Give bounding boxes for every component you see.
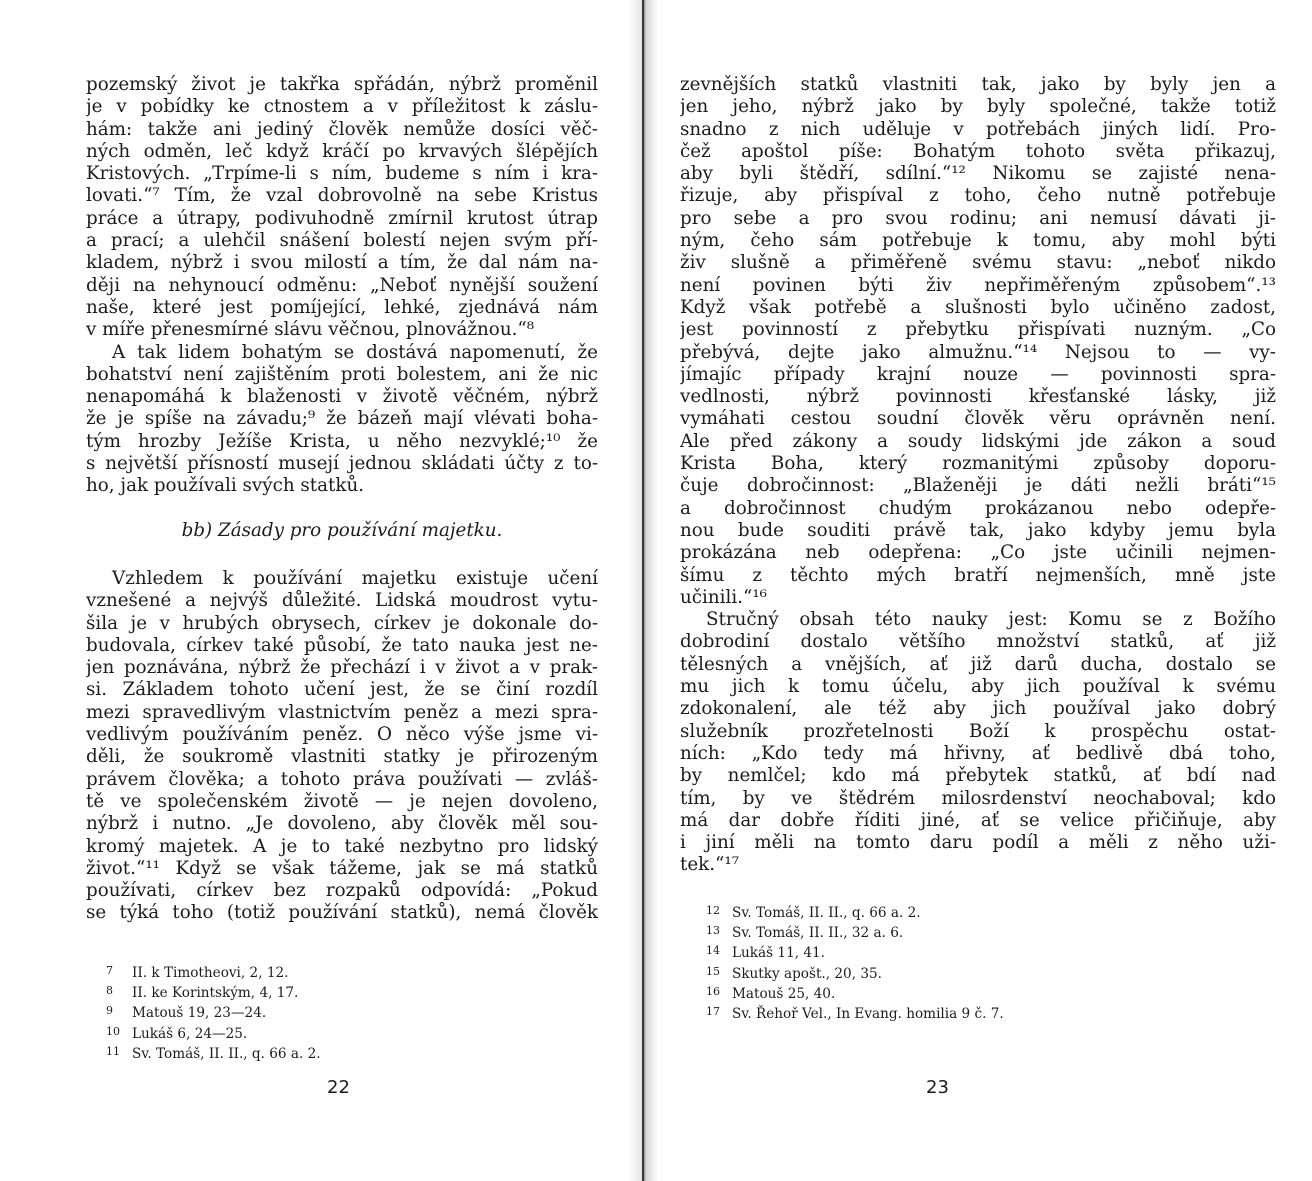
page-number-left: 22: [327, 1077, 350, 1098]
footnote-number: 15: [706, 964, 720, 978]
text-line: ným, čeho sám potřebuje k tomu, aby mohl býti: [680, 230, 1276, 252]
text-line: pozemský život je takřka spřádán, nýbrž proměnil: [86, 74, 598, 95]
footnote-text: Lukáš 11, 41.: [732, 945, 825, 962]
text-line: život.“¹¹ Když se však tážeme, jak se má statků: [86, 857, 598, 879]
text-line: zdokonalení, ale též aby jich používal jako dobrý: [680, 698, 1276, 720]
text-line: a prací; a ulehčil snášení bolestí nejen svým pří-: [86, 230, 598, 252]
text-line: bohatství není zajištěním proti bolestem, ani že nic: [86, 363, 598, 385]
footnote: [706, 942, 1004, 962]
text-line: ních: „Kdo tedy má hřivny, ať bedlivě dbá toho,: [680, 742, 1276, 764]
text-line: tek.“¹⁷: [680, 854, 740, 876]
text-line: řizuje, aby přispíval z toho, čeho nutně potřebuje: [680, 185, 1276, 207]
text-line: hám: takže ani jediný člověk nemůže dosíci věč-: [86, 118, 598, 140]
left-paragraphs: [86, 74, 598, 498]
text-line: kladem, nýbrž i svou milostí a tím, že dal nám na-: [86, 252, 598, 274]
footnote-number: 16: [706, 984, 720, 998]
footnote: [106, 982, 321, 1002]
text-line: dobrodiní dostalo většího množství statků, ať již: [680, 631, 1276, 653]
text-line: služebník prozřetelnosti Boží k prospěchu ostat-: [680, 720, 1276, 742]
text-line: jen jeho, nýbrž jako by byly společné, takže totiž: [680, 96, 1276, 118]
text-line: tím, by ve štědrém milosrdenství neochaboval; kdo: [680, 787, 1276, 809]
text-line: Krista Boha, který rozmanitými způsoby doporu-: [680, 453, 1276, 475]
text-line: a dobročinnost chudým prokázanou nebo odepře-: [680, 497, 1276, 519]
text-line: A tak lidem bohatým se dostává napomenutí, že: [112, 341, 598, 363]
footnote: [106, 962, 321, 982]
text-line: i jiní měli na tomto daru podíl a měli z něho uži-: [680, 832, 1276, 854]
text-line: si. Základem tohoto učení jest, že se činí rozdíl: [86, 679, 598, 701]
text-line: má dar dobře říditi jiné, ať se velice přičiňuje, aby: [680, 809, 1276, 831]
text-line: budovala, církev také působí, že tato nauka jest ne-: [86, 634, 598, 656]
text-line: Vzhledem k používání majetku existuje učení: [112, 567, 598, 589]
footnote: [106, 1002, 321, 1022]
footnote-number: 7: [106, 964, 113, 977]
text-line: tělesných a vnějších, ať již darů ducha, dostalo se: [680, 653, 1276, 675]
text-line: je v pobídky ke ctnostem a v příležitost k záslu-: [86, 96, 598, 118]
text-line: ných odměn, leč když kráčí po krvavých šlépějích: [86, 140, 598, 162]
footnote-text: Matouš 25, 40.: [732, 985, 836, 1002]
footnote: [706, 1003, 1004, 1023]
text-line: vymáhati cestou soudní člověk věru oprávněn není.: [680, 408, 1276, 430]
text-line: s největší přísností musejí jednou skládati účty z to-: [86, 453, 598, 475]
page-number-right: 23: [926, 1077, 949, 1098]
text-line: šila je v hrubých obrysech, církev je dokonale do-: [86, 612, 598, 634]
left-footnotes: [106, 962, 321, 1063]
gutter-shadow: [642, 0, 644, 1181]
right-page-body: [680, 74, 1276, 877]
text-line: prokázána neb odepřena: „Co jste učinili nejmen-: [680, 542, 1276, 564]
text-line: právem člověka; a tohoto práva používati — zvláš-: [86, 768, 598, 790]
text-line: tě ve společenském životě — je nejen dovoleno,: [86, 790, 598, 812]
text-line: čež apoštol píše: Bohatým tohoto světa přikazuj,: [680, 140, 1276, 162]
text-line: vznešené a nejvýš důležité. Lidská moudrost vytu-: [86, 590, 598, 612]
footnote-number: 12: [706, 904, 720, 917]
text-line: se týká toho (totiž používání statků), nemá člověk: [86, 902, 598, 924]
footnote-number: 13: [706, 924, 720, 938]
text-line: jest povinností z přebytku přispívati nuzným. „Co: [680, 319, 1276, 341]
footnote-text: II. ke Korintským, 4, 17.: [132, 985, 299, 1002]
footnote-text: Sv. Tomáš, II. II., 32 a. 6.: [732, 925, 904, 942]
footnote-number: 9: [106, 1004, 113, 1018]
footnote-number: 17: [706, 1005, 720, 1019]
text-line: Když však potřebě a slušnosti bylo učiněno zadost,: [680, 296, 1276, 318]
text-line: že je spíše na závadu;⁹ že bázeň mají vlévati boha-: [86, 408, 598, 430]
text-line: šímu z těchto mých bratří nejmenších, mně jste: [680, 564, 1276, 586]
text-line: nýbrž i nutno. „Je dovoleno, aby člověk měl sou-: [86, 813, 598, 835]
text-line: nenapomáhá k blaženosti v životě věčném, nýbrž: [86, 386, 598, 408]
footnote-text: Lukáš 6, 24—25.: [132, 1025, 248, 1042]
text-line: čuje dobročinnost: „Blaženěji je dáti nežli bráti“¹⁵: [680, 475, 1276, 497]
text-line: vedlnosti, nýbrž povinnosti křesťanské lásky, již: [680, 386, 1276, 408]
text-line: živ slušně a přiměřeně svému stavu: „neboť nikdo: [680, 252, 1276, 274]
text-line: děli, že soukromě vlastniti statky je přirozeným: [86, 746, 598, 768]
text-line: přebývá, dejte jako almužnu.“¹⁴ Nejsou to — vy-: [680, 341, 1276, 363]
text-line: Ale před zákony a soudy lidskými jde zákon a soud: [680, 430, 1276, 452]
footnote: [706, 983, 1004, 1003]
text-line: jen poznávána, nýbrž že přechází i v život a v prak-: [86, 657, 598, 679]
text-line: v míře přenesmírné slávu věčnou, plnovážnou.“⁸: [86, 319, 535, 341]
text-line: učinili.“¹⁶: [680, 586, 767, 608]
text-line: tým hrozby Ježíše Krista, u něho nezvyklé;¹⁰ že: [86, 430, 598, 452]
text-line: lovati.“⁷ Tím, že vzal dobrovolně na sebe Kristus: [86, 185, 598, 207]
right-page: [656, 0, 1312, 1181]
text-line: zevnějších statků vlastniti tak, jako by byly jen a: [680, 74, 1276, 95]
footnote: [106, 1043, 321, 1063]
text-line: mu jich k tomu účelu, aby jich používal k svému: [680, 676, 1276, 698]
right-paragraphs: [680, 74, 1276, 877]
text-line: mezi spravedlivým vlastnictvím peněz a mezi spra-: [86, 701, 598, 723]
text-line: Stručný obsah této nauky jest: Komu se z Božího: [706, 609, 1276, 631]
footnote-text: II. k Timotheovi, 2, 12.: [132, 965, 289, 981]
footnote: [706, 922, 1004, 942]
footnote-number: 8: [106, 984, 113, 998]
text-line: naše, které jest pomíjející, lehké, zjednává nám: [86, 296, 598, 318]
text-line: vedlivým používáním peněz. O něco výše jsme vi-: [86, 724, 598, 746]
text-line: práce a útrapy, podivuhodně zmírnil krutost útrap: [86, 207, 598, 229]
footnote-text: Sv. Řehoř Vel., In Evang. homilia 9 č. 7.: [732, 1006, 1004, 1023]
footnote-number: 10: [106, 1024, 120, 1038]
text-line: není povinen býti živ nepřiměřeným způsobem“.¹³: [680, 274, 1276, 296]
text-line: kromý majetek. A je to také nezbytno pro lidský: [86, 835, 598, 857]
text-line: nou bude souditi právě tak, jako kdyby jemu byla: [680, 519, 1276, 541]
footnote-text: Matouš 19, 23—24.: [132, 1005, 267, 1022]
footnote: [706, 902, 1004, 922]
left-page-body: [86, 74, 598, 925]
text-line: ho, jak používali svých statků.: [86, 475, 365, 497]
footnote-text: Sv. Tomáš, II. II., q. 66 a. 2.: [732, 905, 921, 921]
footnote: [706, 963, 1004, 983]
footnote-text: Sv. Tomáš, II. II., q. 66 a. 2.: [132, 1045, 321, 1062]
text-line: by nemlčel; kdo má přebytek statků, ať bdí nad: [680, 765, 1276, 787]
footnote-text: Skutky apošt., 20, 35.: [732, 965, 882, 982]
text-line: aby byli štědří, sdílní.“¹² Nikomu se zajisté nena-: [680, 163, 1276, 185]
text-line: Kristových. „Trpíme-li s ním, budeme s ním i kra-: [86, 163, 598, 185]
section-subheading: bb) Zásady pro používání majetku.: [181, 519, 503, 541]
text-line: snadno z nich uděluje v potřebách jiných lidí. Pro-: [680, 118, 1276, 140]
footnote-number: 14: [706, 944, 720, 958]
left-paragraphs-2: [86, 568, 598, 925]
text-line: používati, církev bez rozpaků odpovídá: „Pokud: [86, 880, 598, 902]
text-line: jímajíc případy krajní nouze — povinnosti spra-: [680, 363, 1276, 385]
footnote: [106, 1023, 321, 1043]
left-page: [0, 0, 630, 1181]
footnote-number: 11: [106, 1044, 120, 1058]
right-footnotes: [706, 902, 1004, 1023]
text-line: ději na nehynoucí odměnu: „Neboť nynější soužení: [86, 274, 598, 296]
text-line: pro sebe a pro svou rodinu; ani nemusí dávati ji-: [680, 207, 1276, 229]
